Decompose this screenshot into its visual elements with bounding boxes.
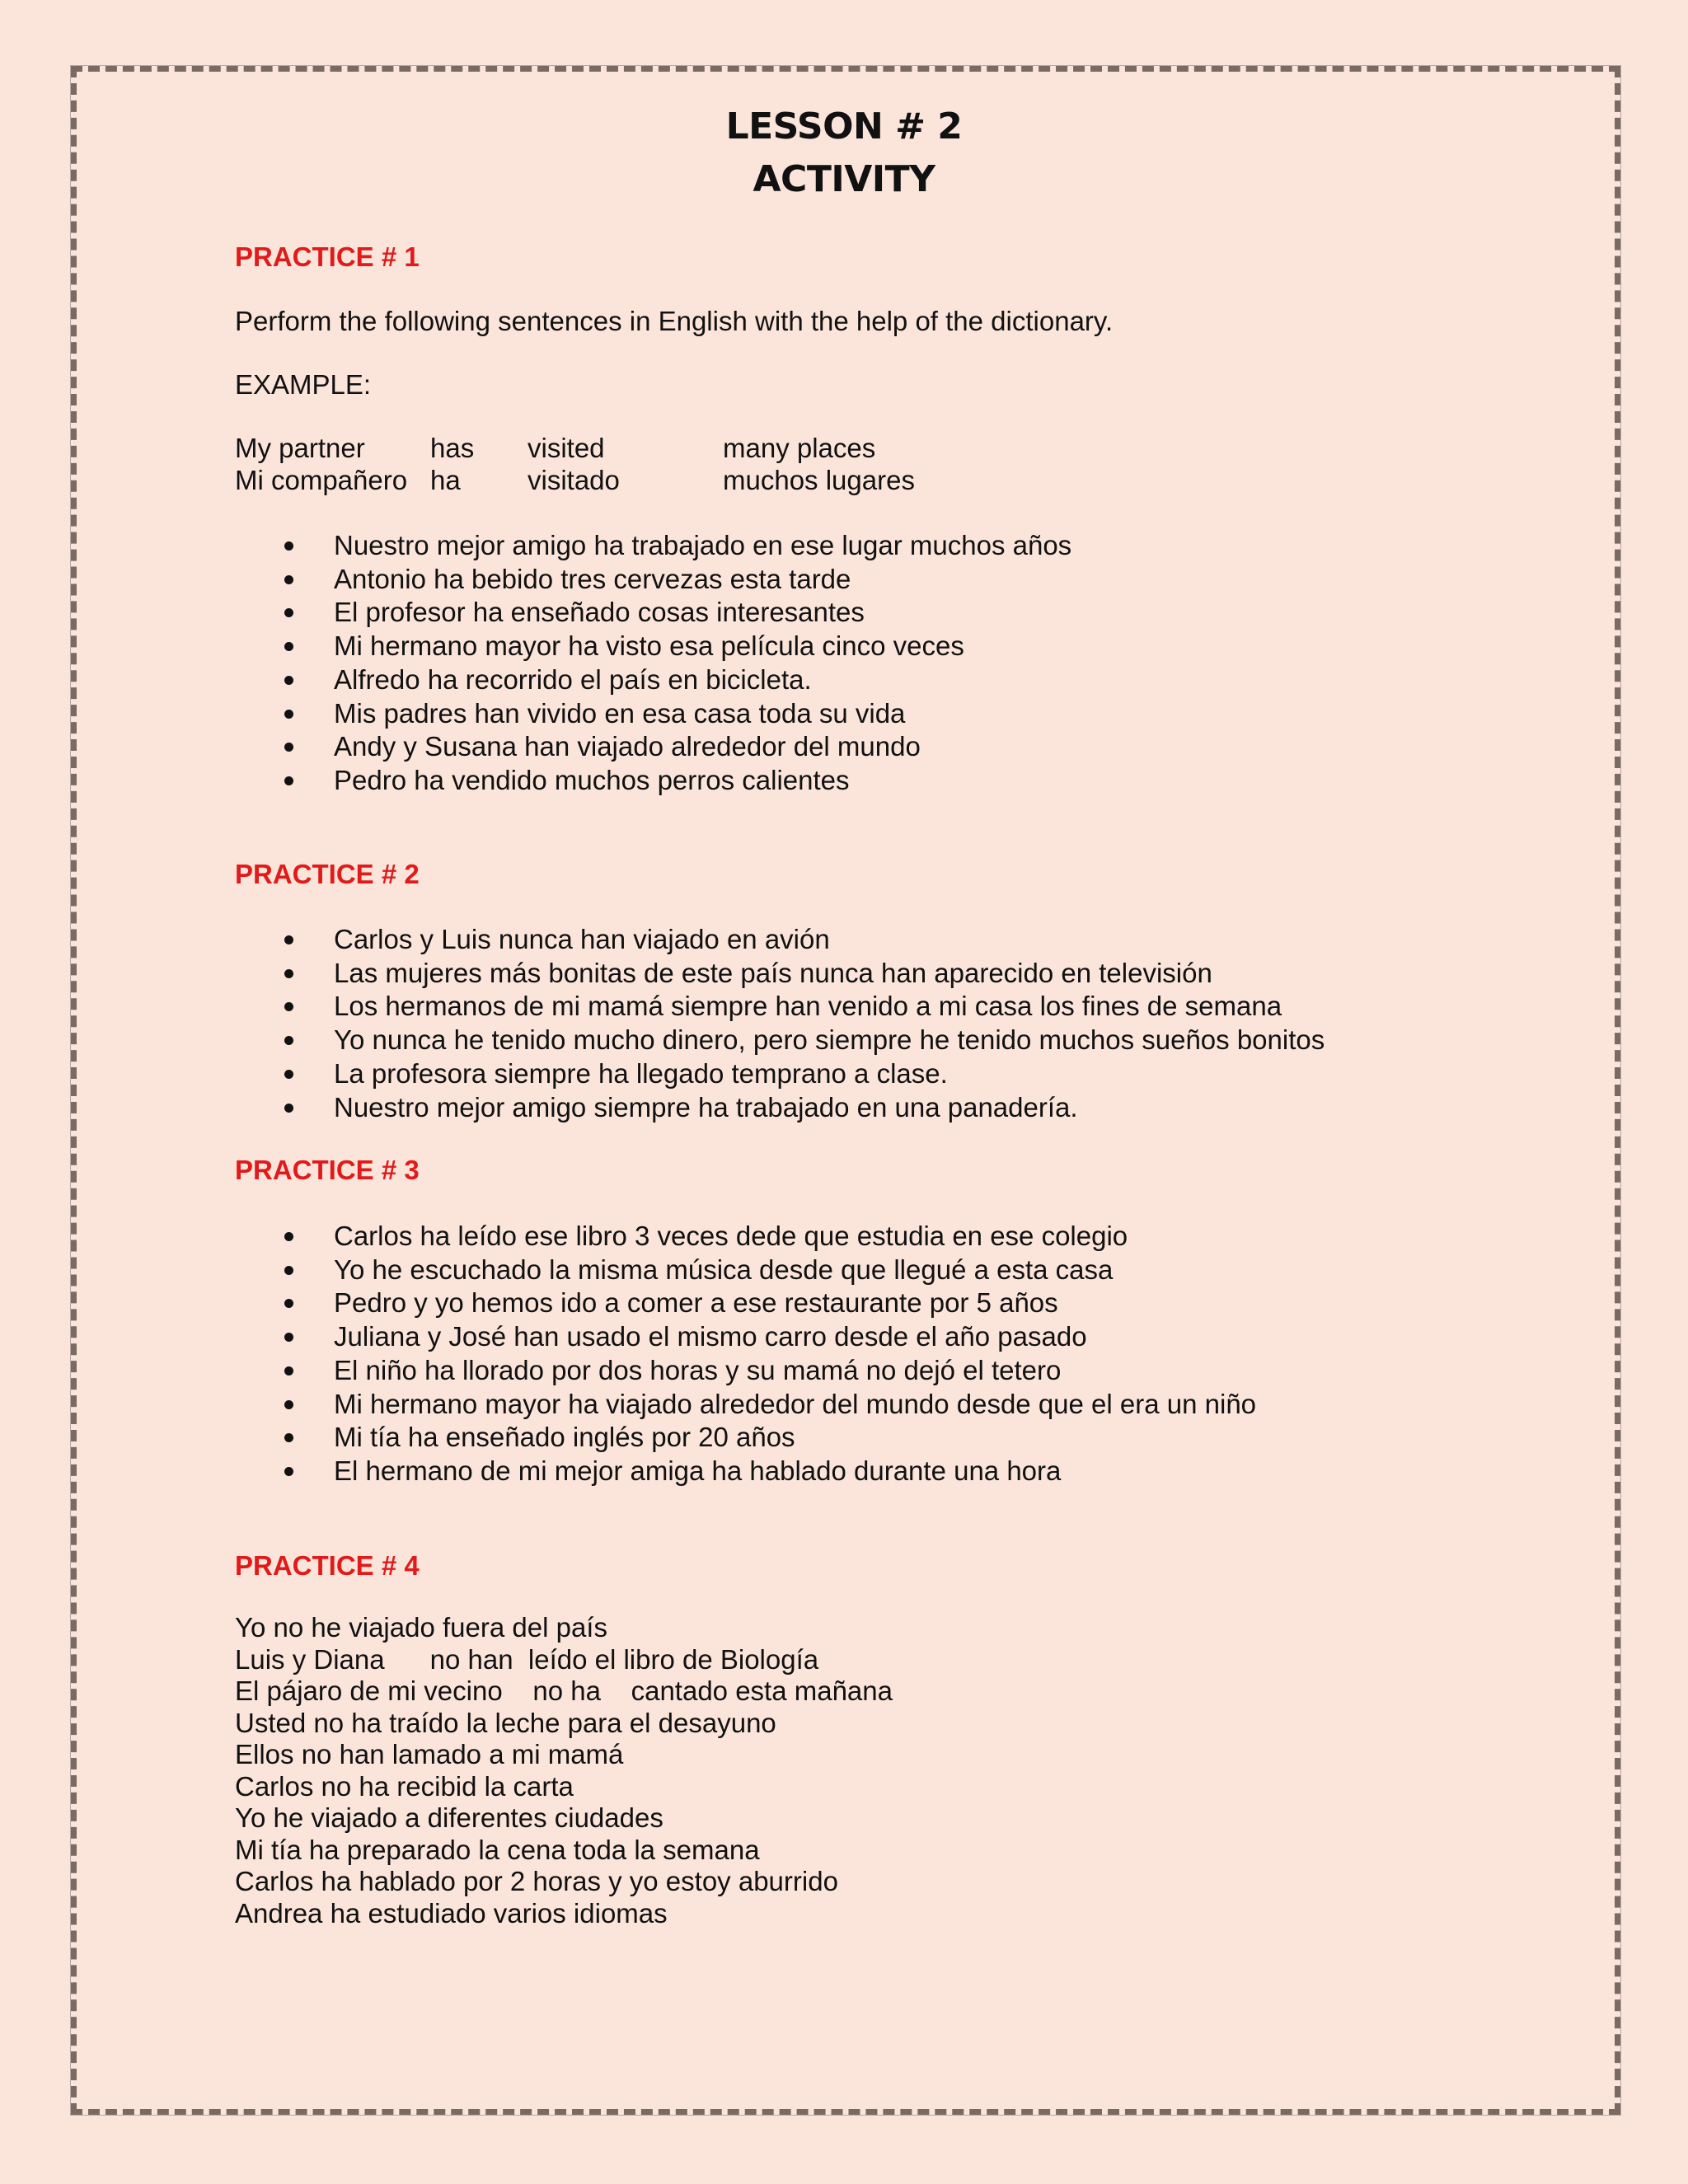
list-item: Mi tía ha preparado la cena toda la semana [235, 1834, 760, 1865]
list-item: El niño ha llorado por dos horas y su mamá no dejó el tetero [0, 1354, 1256, 1388]
list-item: Juliana y José han usado el mismo carro desde el año pasado [0, 1320, 1256, 1354]
example-en-complement: many places [723, 433, 876, 463]
practice-3-heading: PRACTICE # 3 [235, 1155, 420, 1185]
list-item: Luis y Diana no han leído el libro de Biología [235, 1643, 819, 1675]
practice-1-list [0, 529, 1071, 798]
list-item: Carlos y Luis nunca han viajado en avión [0, 923, 1325, 957]
list-item: Andrea ha estudiado varios idiomas [235, 1897, 668, 1929]
practice-3-list [0, 1220, 1256, 1488]
list-item: Andy y Susana han viajado alrededor del mundo [0, 730, 1071, 764]
practice-4-heading: PRACTICE # 4 [235, 1550, 420, 1581]
list-item: Nuestro mejor amigo siempre ha trabajado en una panadería. [0, 1091, 1325, 1125]
list-item: Mi hermano mayor ha viajado alrededor del mundo desde que el era un niño [0, 1388, 1256, 1422]
list-item: Mis padres han vivido en esa casa toda su vida [0, 697, 1071, 731]
list-item: Yo he escuchado la misma música desde que llegué a esta casa [0, 1254, 1256, 1287]
list-item: Nuestro mejor amigo ha trabajado en ese lugar muchos años [0, 529, 1071, 563]
list-item: Mi tía ha enseñado inglés por 20 años [0, 1421, 1256, 1455]
list-item: Pedro y yo hemos ido a comer a ese restaurante por 5 años [0, 1286, 1256, 1320]
list-item: Yo no he viajado fuera del país [235, 1612, 607, 1643]
list-item: Carlos no ha recibid la carta [235, 1770, 574, 1802]
list-item: Pedro ha vendido muchos perros calientes [0, 764, 1071, 798]
example-es-complement: muchos lugares [723, 465, 915, 495]
list-item: Las mujeres más bonitas de este país nunca han aparecido en televisión [0, 957, 1325, 991]
list-item: Antonio ha bebido tres cervezas esta tarde [0, 563, 1071, 597]
list-item: El pájaro de mi vecino no ha cantado esta mañana [235, 1675, 893, 1706]
list-item: Usted no ha traído la leche para el desayuno [235, 1707, 776, 1738]
example-label: EXAMPLE: [235, 369, 372, 400]
activity-title: ACTIVITY [753, 158, 935, 200]
example-spanish-row [235, 464, 1059, 497]
list-item: Yo he viajado a diferentes ciudades [235, 1802, 663, 1833]
lesson-title: LESSON # 2 [725, 105, 963, 148]
list-item: Alfredo ha recorrido el país en bicicleta. [0, 663, 1071, 697]
practice-1-instruction: Perform the following sentences in English with the help of the dictionary. [235, 306, 1114, 336]
practice-1-heading: PRACTICE # 1 [235, 241, 420, 272]
example-en-auxiliary: has [430, 433, 475, 463]
practice-2-list [0, 923, 1325, 1124]
example-es-subject: Mi compañero [235, 465, 408, 495]
example-en-subject: My partner [235, 433, 365, 463]
example-es-auxiliary: ha [430, 465, 461, 495]
list-item: El hermano de mi mejor amiga ha hablado durante una hora [0, 1455, 1256, 1488]
list-item: Los hermanos de mi mamá siempre han venido a mi casa los fines de semana [0, 990, 1325, 1024]
list-item: La profesora siempre ha llegado temprano a clase. [0, 1057, 1325, 1091]
practice-2-heading: PRACTICE # 2 [235, 859, 420, 889]
list-item: Yo nunca he tenido mucho dinero, pero siempre he tenido muchos sueños bonitos [0, 1024, 1325, 1057]
practice-4-list [235, 1612, 893, 1929]
example-es-participle: visitado [528, 465, 620, 495]
example-en-participle: visited [528, 433, 605, 463]
list-item: Ellos no han lamado a mi mamá [235, 1739, 624, 1769]
list-item: Carlos ha leído ese libro 3 veces dede que estudia en ese colegio [0, 1220, 1256, 1254]
list-item: El profesor ha enseñado cosas interesantes [0, 596, 1071, 630]
list-item: Mi hermano mayor ha visto esa película cinco veces [0, 630, 1071, 663]
example-english-row [235, 432, 1059, 465]
list-item: Carlos ha hablado por 2 horas y yo estoy aburrido [235, 1866, 838, 1896]
